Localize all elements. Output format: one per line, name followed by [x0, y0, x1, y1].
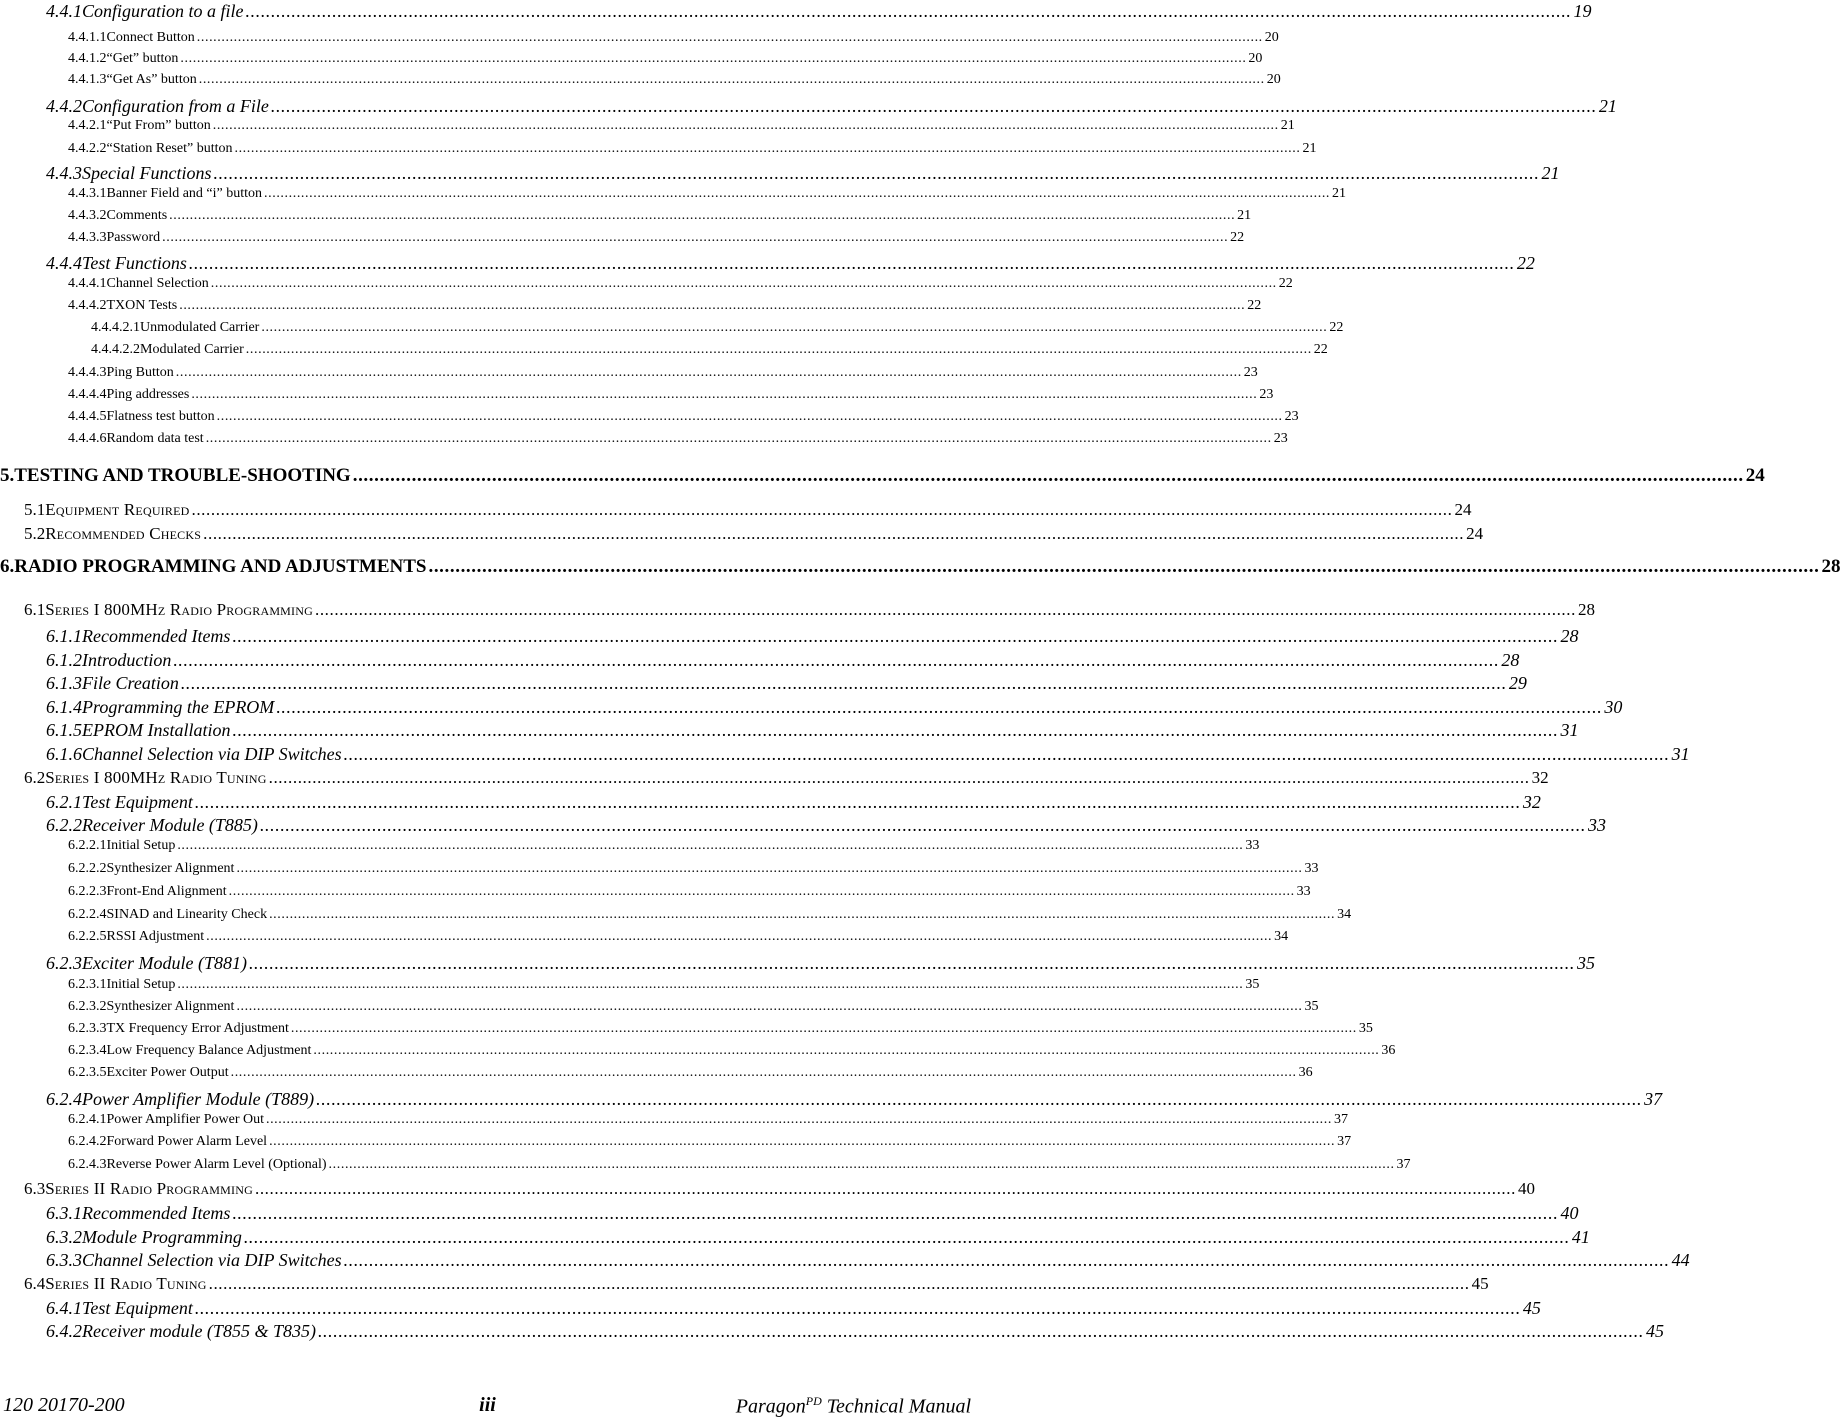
toc-entry-title: Channel Selection	[106, 276, 209, 291]
toc-entry-page: 37	[1333, 1112, 1348, 1127]
toc-entry[interactable]	[0, 524, 1484, 544]
toc-entry-page: 30	[1604, 697, 1623, 717]
toc-entry-page: 45	[1522, 1298, 1541, 1318]
toc-entry-page: 21	[1598, 96, 1617, 116]
toc-dot-leader: ....................................................................................................................................................................................................................................................................	[230, 1065, 1297, 1080]
toc-entry-page: 22	[1247, 298, 1262, 313]
toc-entry-number: 6.2.2.3	[68, 884, 107, 899]
page-number: iii	[479, 1394, 496, 1416]
manual-superscript: PD	[805, 1394, 822, 1408]
toc-entry-title: Synthesizer Alignment	[106, 861, 235, 876]
toc-entry-number: 4.4.3.3	[68, 230, 107, 245]
toc-dot-leader: ....................................................................................................................................................................................................................................................................	[343, 744, 1670, 764]
toc-entry-number: 6.4	[24, 1274, 46, 1293]
toc-dot-leader: ....................................................................................................................................................................................................................................................................	[269, 907, 1336, 922]
toc-entry-page: 21	[1280, 118, 1295, 133]
toc-entry-number: 6.2.3.2	[68, 999, 107, 1014]
toc-entry-page: 24	[1466, 524, 1484, 543]
toc-entry-page: 35	[1245, 977, 1260, 992]
toc-dot-leader: ....................................................................................................................................................................................................................................................................	[264, 186, 1331, 201]
toc-entry-number: 4.4.4.5	[68, 409, 107, 424]
toc-dot-leader: ....................................................................................................................................................................................................................................................................	[180, 51, 1247, 66]
toc-entry-title: File Creation	[82, 673, 179, 693]
toc-entry-number: 6.1.2	[46, 650, 82, 670]
toc-entry-page: 40	[1517, 1179, 1535, 1198]
toc-dot-leader: ....................................................................................................................................................................................................................................................................	[198, 72, 1265, 87]
toc-entry-page: 28	[1560, 626, 1579, 646]
toc-dot-leader: ....................................................................................................................................................................................................................................................................	[169, 208, 1236, 223]
toc-entry-page: 21	[1541, 163, 1560, 183]
toc-entry-page: 36	[1381, 1043, 1396, 1058]
toc-entry[interactable]	[0, 600, 1595, 620]
toc-entry-number: 6.3	[24, 1179, 46, 1198]
toc-entry-number: 4.4.3	[46, 163, 82, 183]
toc-entry-page: 44	[1671, 1250, 1690, 1270]
toc-entry-page: 33	[1587, 815, 1606, 835]
toc-entry[interactable]	[0, 230, 1245, 246]
toc-entry[interactable]	[0, 907, 1352, 923]
toc-dot-leader: ....................................................................................................................................................................................................................................................................	[228, 884, 1295, 899]
toc-dot-leader: ....................................................................................................................................................................................................................................................................	[259, 815, 1586, 835]
toc-entry-page: 24	[1745, 465, 1765, 486]
toc-dot-leader: ....................................................................................................................................................................................................................................................................	[210, 276, 1277, 291]
toc-entry[interactable]	[0, 1, 1592, 22]
toc-entry-title: EPROM Installation	[82, 720, 231, 740]
toc-entry[interactable]	[0, 1043, 1396, 1059]
toc-entry[interactable]	[0, 465, 1765, 487]
toc-dot-leader: ....................................................................................................................................................................................................................................................................	[191, 387, 1258, 402]
toc-entry-title: Series I 800MHz Radio Programming	[45, 600, 313, 619]
toc-entry[interactable]	[0, 1112, 1348, 1128]
toc-entry-title: Password	[106, 230, 161, 245]
toc-entry-number: 6.1.5	[46, 720, 82, 740]
toc-entry-number: 6.1.1	[46, 626, 82, 646]
toc-entry-number: 4.4.2.2	[68, 141, 107, 156]
toc-entry-number: 6.2.2	[46, 815, 82, 835]
toc-entry-number: 4.4.4	[46, 253, 82, 273]
toc-entry-page: 31	[1671, 744, 1690, 764]
toc-entry-title: Series II Radio Programming	[45, 1179, 253, 1198]
toc-entry[interactable]	[0, 163, 1560, 184]
toc-entry-title: Series I 800MHz Radio Tuning	[45, 768, 267, 787]
toc-entry[interactable]	[0, 720, 1579, 741]
toc-entry-page: 32	[1531, 768, 1549, 787]
toc-entry-number: 6.2.3	[46, 953, 82, 973]
manual-suffix: Technical Manual	[821, 1395, 971, 1418]
toc-entry[interactable]	[0, 1203, 1579, 1224]
toc-dot-leader: ....................................................................................................................................................................................................................................................................	[245, 1, 1572, 21]
toc-entry-title: Unmodulated Carrier	[140, 320, 260, 335]
toc-entry-page: 23	[1284, 409, 1299, 424]
toc-entry[interactable]	[0, 768, 1549, 788]
toc-dot-leader: ....................................................................................................................................................................................................................................................................	[314, 600, 1576, 619]
toc-entry-number: 5.1	[24, 500, 46, 519]
toc-entry-number: 4.4.3.1	[68, 186, 107, 201]
toc-entry-number: 5.	[0, 465, 15, 486]
toc-dot-leader: ....................................................................................................................................................................................................................................................................	[175, 365, 1242, 380]
toc-dot-leader: ....................................................................................................................................................................................................................................................................	[177, 838, 1244, 853]
toc-entry-title: “Get” button	[106, 51, 179, 66]
toc-entry-number: 4.4.4.1	[68, 276, 107, 291]
toc-entry-title: Initial Setup	[106, 977, 176, 992]
toc-entry-title: Random data test	[106, 431, 204, 446]
toc-entry-title: Configuration to a file	[82, 1, 244, 21]
toc-entry-page: 33	[1245, 838, 1260, 853]
toc-entry-title: Banner Field and “i” button	[106, 186, 263, 201]
toc-entry-page: 36	[1298, 1065, 1313, 1080]
toc-entry-title: Exciter Module (T881)	[82, 953, 247, 973]
toc-entry[interactable]	[0, 1227, 1590, 1248]
toc-entry-title: Recommended Items	[82, 1203, 231, 1223]
toc-entry-number: 6.2.3.5	[68, 1065, 107, 1080]
toc-entry-title: Series II Radio Tuning	[45, 1274, 207, 1293]
toc-entry[interactable]	[0, 999, 1319, 1015]
toc-entry-number: 6.1.3	[46, 673, 82, 693]
document-number: 120 20170-200	[3, 1394, 125, 1416]
toc-entry-number: 4.4.1.2	[68, 51, 107, 66]
toc-entry-number: 6.4.2	[46, 1321, 82, 1341]
toc-entry-title: Module Programming	[82, 1227, 242, 1247]
toc-entry-title: Forward Power Alarm Level	[106, 1134, 268, 1149]
toc-dot-leader: ....................................................................................................................................................................................................................................................................	[243, 1227, 1570, 1247]
toc-entry-title: Channel Selection via DIP Switches	[82, 1250, 342, 1270]
toc-entry[interactable]	[0, 276, 1293, 292]
toc-entry-title: Test Equipment	[82, 792, 193, 812]
toc-entry-number: 6.1.4	[46, 697, 82, 717]
toc-entry-title: Connect Button	[106, 30, 195, 45]
toc-entry-page: 20	[1264, 30, 1279, 45]
toc-entry-title: Receiver Module (T885)	[82, 815, 258, 835]
toc-entry-page: 33	[1296, 884, 1311, 899]
toc-entry[interactable]	[0, 72, 1281, 88]
toc-entry-page: 29	[1508, 673, 1527, 693]
toc-dot-leader: ....................................................................................................................................................................................................................................................................	[270, 96, 1597, 116]
toc-entry-page: 35	[1576, 953, 1595, 973]
toc-entry-title: Exciter Power Output	[106, 1065, 229, 1080]
toc-entry-number: 4.4.1	[46, 1, 82, 21]
toc-entry-page: 28	[1577, 600, 1595, 619]
toc-entry-title: Initial Setup	[106, 838, 176, 853]
toc-dot-leader: ....................................................................................................................................................................................................................................................................	[188, 253, 1515, 273]
toc-dot-leader: ....................................................................................................................................................................................................................................................................	[261, 320, 1328, 335]
toc-entry-number: 6.2.4.1	[68, 1112, 107, 1127]
toc-entry-number: 6.2.2.1	[68, 838, 107, 853]
toc-entry-title: TX Frequency Error Adjustment	[106, 1021, 289, 1036]
toc-entry-page: 20	[1266, 72, 1281, 87]
toc-entry-title: Equipment Required	[45, 500, 190, 519]
toc-dot-leader: ....................................................................................................................................................................................................................................................................	[196, 30, 1263, 45]
toc-entry-page: 40	[1560, 1203, 1579, 1223]
toc-entry-page: 33	[1304, 861, 1319, 876]
toc-entry-number: 4.4.4.3	[68, 365, 107, 380]
toc-entry[interactable]	[0, 953, 1595, 974]
toc-entry-title: Recommended Items	[82, 626, 231, 646]
toc-entry[interactable]	[0, 96, 1617, 117]
toc-entry[interactable]	[0, 929, 1289, 945]
toc-entry-title: RSSI Adjustment	[106, 929, 205, 944]
toc-entry-page: 37	[1337, 1134, 1352, 1149]
toc-entry-page: 34	[1274, 929, 1289, 944]
toc-entry-title: Modulated Carrier	[140, 342, 244, 357]
toc-entry-title: Introduction	[82, 650, 172, 670]
toc-entry[interactable]	[0, 1065, 1313, 1081]
toc-entry[interactable]	[0, 1021, 1373, 1037]
toc-entry-page: 37	[1396, 1157, 1411, 1172]
toc-entry-number: 6.2.1	[46, 792, 82, 812]
toc-dot-leader: ....................................................................................................................................................................................................................................................................	[248, 953, 1575, 973]
toc-entry-title: Front-End Alignment	[106, 884, 227, 899]
toc-entry-page: 22	[1313, 342, 1328, 357]
toc-entry-title: TESTING AND TROUBLE-SHOOTING	[14, 465, 351, 486]
toc-entry-number: 4.4.4.2.1	[91, 320, 140, 335]
toc-entry-title: Ping Button	[106, 365, 174, 380]
toc-entry-title: SINAD and Linearity Check	[106, 907, 268, 922]
toc-dot-leader: ....................................................................................................................................................................................................................................................................	[269, 1134, 1336, 1149]
toc-entry-title: “Get As” button	[106, 72, 197, 87]
toc-entry-number: 6.2.2.4	[68, 907, 107, 922]
toc-entry[interactable]	[0, 253, 1535, 274]
toc-entry-title: Flatness test button	[106, 409, 215, 424]
toc-entry-number: 6.2.4.2	[68, 1134, 107, 1149]
toc-entry-number: 6.2.3.4	[68, 1043, 107, 1058]
toc-entry-page: 34	[1337, 907, 1352, 922]
toc-entry-page: 28	[1501, 650, 1520, 670]
toc-entry-number: 4.4.4.4	[68, 387, 107, 402]
toc-dot-leader: ....................................................................................................................................................................................................................................................................	[316, 1089, 1643, 1109]
toc-entry[interactable]	[0, 320, 1344, 336]
toc-entry-number: 6.3.3	[46, 1250, 82, 1270]
toc-entry[interactable]	[0, 838, 1260, 854]
toc-dot-leader: ....................................................................................................................................................................................................................................................................	[328, 1157, 1395, 1172]
toc-dot-leader: ....................................................................................................................................................................................................................................................................	[180, 673, 1507, 693]
toc-entry-number: 6.2	[24, 768, 46, 787]
toc-dot-leader: ....................................................................................................................................................................................................................................................................	[265, 1112, 1332, 1127]
toc-dot-leader: ....................................................................................................................................................................................................................................................................	[232, 720, 1559, 740]
toc-entry-number: 4.4.1.1	[68, 30, 107, 45]
manual-name: Paragon	[735, 1395, 806, 1418]
toc-dot-leader: ....................................................................................................................................................................................................................................................................	[205, 431, 1272, 446]
toc-entry-title: “Station Reset” button	[106, 141, 233, 156]
toc-entry-page: 22	[1516, 253, 1535, 273]
toc-entry[interactable]	[0, 51, 1263, 67]
toc-entry-number: 5.2	[24, 524, 46, 543]
toc-entry-page: 45	[1645, 1321, 1664, 1341]
toc-dot-leader: ....................................................................................................................................................................................................................................................................	[268, 768, 1530, 787]
toc-entry[interactable]	[0, 556, 1841, 578]
toc-dot-leader: ....................................................................................................................................................................................................................................................................	[203, 524, 1465, 543]
toc-entry-title: RADIO PROGRAMMING AND ADJUSTMENTS	[14, 556, 427, 577]
toc-entry[interactable]	[0, 792, 1541, 813]
toc-entry[interactable]	[0, 141, 1317, 157]
toc-entry-number: 6.1	[24, 600, 46, 619]
toc-entry[interactable]	[0, 1250, 1690, 1271]
toc-entry-number: 4.4.4.2	[68, 298, 107, 313]
toc-dot-leader: ....................................................................................................................................................................................................................................................................	[343, 1250, 1670, 1270]
toc-dot-leader: ....................................................................................................................................................................................................................................................................	[352, 465, 1744, 486]
toc-dot-leader: ....................................................................................................................................................................................................................................................................	[213, 163, 1540, 183]
toc-entry-page: 22	[1230, 230, 1245, 245]
toc-dot-leader: ....................................................................................................................................................................................................................................................................	[216, 409, 1283, 424]
toc-entry-page: 21	[1332, 186, 1347, 201]
toc-dot-leader: ....................................................................................................................................................................................................................................................................	[212, 118, 1279, 133]
toc-entry-number: 6.2.2.5	[68, 929, 107, 944]
toc-entry-page: 22	[1329, 320, 1344, 335]
toc-entry-number: 6.3.2	[46, 1227, 82, 1247]
toc-entry[interactable]	[0, 977, 1260, 993]
toc-entry[interactable]	[0, 861, 1319, 877]
toc-entry-page: 45	[1471, 1274, 1489, 1293]
toc-entry-page: 21	[1237, 208, 1252, 223]
toc-entry-number: 6.1.6	[46, 744, 82, 764]
toc-entry-number: 4.4.1.3	[68, 72, 107, 87]
toc-entry-title: Recommended Checks	[45, 524, 202, 543]
toc-entry-number: 6.3.1	[46, 1203, 82, 1223]
toc-dot-leader: ....................................................................................................................................................................................................................................................................	[236, 861, 1303, 876]
toc-entry[interactable]	[0, 1134, 1352, 1150]
toc-dot-leader: ....................................................................................................................................................................................................................................................................	[245, 342, 1312, 357]
toc-dot-leader: ....................................................................................................................................................................................................................................................................	[208, 1274, 1470, 1293]
toc-entry-number: 6.2.4	[46, 1089, 82, 1109]
toc-entry[interactable]	[0, 1321, 1664, 1342]
toc-dot-leader: ....................................................................................................................................................................................................................................................................	[191, 500, 1453, 519]
toc-entry-title: Comments	[106, 208, 168, 223]
toc-entry[interactable]	[0, 500, 1472, 520]
toc-entry-title: Test Equipment	[82, 1298, 193, 1318]
toc-dot-leader: ....................................................................................................................................................................................................................................................................	[194, 792, 1521, 812]
toc-entry-page: 32	[1522, 792, 1541, 812]
toc-entry-number: 6.2.4.3	[68, 1157, 107, 1172]
toc-entry[interactable]	[0, 1298, 1541, 1319]
toc-dot-leader: ....................................................................................................................................................................................................................................................................	[313, 1043, 1380, 1058]
toc-entry-title: TXON Tests	[106, 298, 178, 313]
toc-dot-leader: ....................................................................................................................................................................................................................................................................	[206, 929, 1273, 944]
toc-entry-page: 23	[1259, 387, 1274, 402]
toc-entry[interactable]	[0, 409, 1299, 425]
toc-entry[interactable]	[0, 342, 1328, 358]
toc-entry[interactable]	[0, 365, 1258, 381]
toc-entry[interactable]	[0, 1179, 1535, 1199]
toc-entry[interactable]	[0, 697, 1623, 718]
toc-entry-title: Ping addresses	[106, 387, 190, 402]
toc-entry-page: 31	[1560, 720, 1579, 740]
toc-entry-title: Channel Selection via DIP Switches	[82, 744, 342, 764]
toc-dot-leader: ....................................................................................................................................................................................................................................................................	[236, 999, 1303, 1014]
toc-entry-title: Synthesizer Alignment	[106, 999, 235, 1014]
toc-entry[interactable]	[0, 1089, 1663, 1110]
toc-entry-number: 6.2.3.3	[68, 1021, 107, 1036]
toc-entry-number: 4.4.2	[46, 96, 82, 116]
toc-entry-title: Power Amplifier Module (T889)	[82, 1089, 315, 1109]
toc-entry-page: 35	[1358, 1021, 1373, 1036]
toc-entry-number: 4.4.4.6	[68, 431, 107, 446]
toc-entry[interactable]	[0, 815, 1606, 836]
toc-entry[interactable]	[0, 118, 1295, 134]
toc-dot-leader: ....................................................................................................................................................................................................................................................................	[194, 1298, 1521, 1318]
toc-entry-page: 19	[1573, 1, 1592, 21]
toc-entry-title: Special Functions	[82, 163, 212, 183]
toc-dot-leader: ....................................................................................................................................................................................................................................................................	[428, 556, 1820, 577]
toc-entry-page: 41	[1571, 1227, 1590, 1247]
toc-entry[interactable]	[0, 1157, 1411, 1173]
toc-entry-page: 28	[1821, 556, 1841, 577]
toc-entry-number: 4.4.2.1	[68, 118, 107, 133]
toc-entry[interactable]	[0, 884, 1311, 900]
manual-title	[736, 1394, 971, 1419]
toc-entry-number: 6.2.2.2	[68, 861, 107, 876]
toc-entry-number: 4.4.4.2.2	[91, 342, 140, 357]
toc-entry[interactable]	[0, 387, 1274, 403]
toc-entry-number: 6.	[0, 556, 15, 577]
toc-entry-title: Programming the EPROM	[82, 697, 275, 717]
toc-entry-page: 20	[1248, 51, 1263, 66]
toc-entry-page: 35	[1304, 999, 1319, 1014]
toc-entry-title: Low Frequency Balance Adjustment	[106, 1043, 312, 1058]
toc-dot-leader: ....................................................................................................................................................................................................................................................................	[177, 977, 1244, 992]
toc-dot-leader: ....................................................................................................................................................................................................................................................................	[173, 650, 1500, 670]
toc-entry-page: 23	[1243, 365, 1258, 380]
toc-entry[interactable]	[0, 208, 1252, 224]
toc-dot-leader: ....................................................................................................................................................................................................................................................................	[317, 1321, 1644, 1341]
toc-entry-title: Receiver module (T855 & T835)	[82, 1321, 316, 1341]
toc-dot-leader: ....................................................................................................................................................................................................................................................................	[290, 1021, 1357, 1036]
toc-entry-page: 37	[1644, 1089, 1663, 1109]
toc-entry-title: Reverse Power Alarm Level (Optional)	[106, 1157, 327, 1172]
toc-dot-leader: ....................................................................................................................................................................................................................................................................	[254, 1179, 1516, 1198]
toc-entry-page: 21	[1302, 141, 1317, 156]
toc-entry[interactable]	[0, 186, 1347, 202]
toc-entry-number: 6.4.1	[46, 1298, 82, 1318]
toc-entry-page: 22	[1278, 276, 1293, 291]
toc-entry-number: 4.4.3.2	[68, 208, 107, 223]
toc-entry-title: “Put From” button	[106, 118, 211, 133]
toc-entry-page: 24	[1454, 500, 1472, 519]
toc-entry-number: 6.2.3.1	[68, 977, 107, 992]
toc-entry[interactable]	[0, 298, 1262, 314]
toc-dot-leader: ....................................................................................................................................................................................................................................................................	[232, 626, 1559, 646]
toc-entry-title: Configuration from a File	[82, 96, 269, 116]
toc-entry[interactable]	[0, 673, 1527, 694]
toc-dot-leader: ....................................................................................................................................................................................................................................................................	[234, 141, 1301, 156]
toc-entry-title: Test Functions	[82, 253, 187, 273]
toc-dot-leader: ....................................................................................................................................................................................................................................................................	[162, 230, 1229, 245]
toc-entry[interactable]	[0, 744, 1690, 765]
toc-dot-leader: ....................................................................................................................................................................................................................................................................	[276, 697, 1603, 717]
toc-entry[interactable]	[0, 650, 1520, 671]
toc-entry[interactable]	[0, 1274, 1489, 1294]
toc-entry[interactable]	[0, 626, 1579, 647]
toc-entry-title: Power Amplifier Power Out	[106, 1112, 264, 1127]
toc-dot-leader: ....................................................................................................................................................................................................................................................................	[179, 298, 1246, 313]
page-footer	[0, 1388, 975, 1418]
toc-entry-page: 23	[1273, 431, 1288, 446]
toc-dot-leader: ....................................................................................................................................................................................................................................................................	[232, 1203, 1559, 1223]
toc-entry[interactable]	[0, 431, 1288, 447]
toc-entry[interactable]	[0, 30, 1279, 46]
